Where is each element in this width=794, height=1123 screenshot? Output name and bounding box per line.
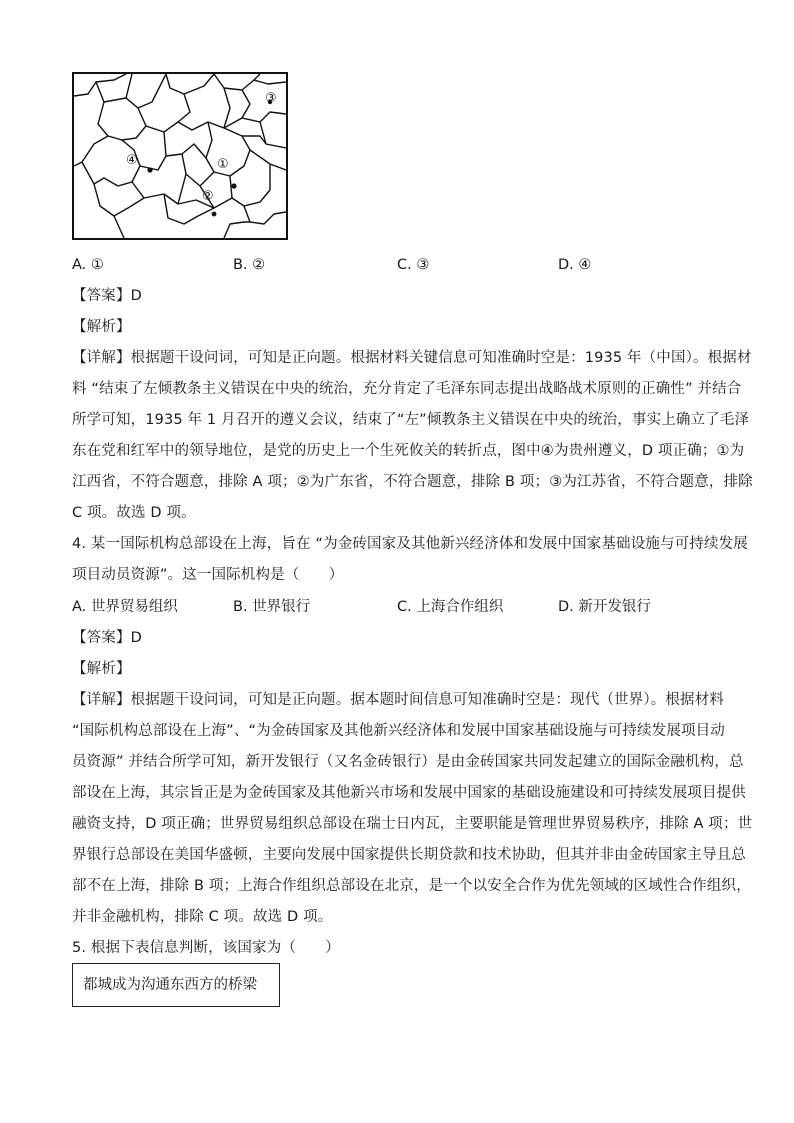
q3-answer: 【答案】D: [72, 288, 142, 304]
q4-detail-line: 界银行总部设在美国华盛顿，主要向发展中国家提供长期贷款和技术协助，但其并非由金砖国家主导且总: [72, 847, 746, 863]
q4-option-b[interactable]: B. 世界银行: [233, 599, 311, 615]
q4-stem-line: 项目动员资源”。这一国际机构是（ ）: [72, 567, 344, 583]
q4-stem-line: 4. 某一国际机构总部设在上海，旨在 “为金砖国家及其他新兴经济体和发展中国家基础设施与可持续发展: [72, 536, 748, 552]
q4-option-c[interactable]: C. 上海合作组织: [397, 599, 504, 615]
q4-analysis-label: 【解析】: [72, 661, 131, 677]
q3-detail-line: 东在党和红军中的领导地位，是党的历史上一个生死攸关的转折点，图中④为贵州遵义，D 项正确；①为: [72, 443, 745, 459]
province-outline-map: [74, 74, 286, 238]
q5-stem: 5. 根据下表信息判断，该国家为（ ）: [72, 940, 340, 956]
q3-option-c[interactable]: C. ③: [397, 257, 430, 273]
q4-detail-line: 并非金融机构，排除 C 项。故选 D 项。: [72, 909, 333, 925]
q3-analysis-label: 【解析】: [72, 319, 131, 335]
q5-info-table-cell: 都城成为沟通东西方的桥梁: [72, 963, 280, 1007]
map-label-3: ③: [265, 91, 277, 106]
q4-option-d[interactable]: D. 新开发银行: [558, 599, 651, 615]
map-label-1: ①: [217, 157, 229, 172]
q3-detail-line: C 项。故选 D 项。: [72, 505, 196, 521]
map-dot: [212, 212, 217, 217]
map-dot: [147, 167, 152, 172]
q4-detail-line: “国际机构总部设在上海”、“为金砖国家及其他新兴经济体和发展中国家基础设施与可持续发展项目动: [72, 723, 725, 739]
map-label-2: ②: [202, 189, 214, 204]
q4-detail-line: 【详解】根据题干设问词，可知是正向题。据本题时间信息可知准确时空是：现代（世界）。根据材料: [72, 692, 724, 708]
map-dot: [231, 183, 236, 188]
q4-answer: 【答案】D: [72, 630, 142, 646]
q3-option-d[interactable]: D. ④: [558, 257, 592, 273]
q4-option-a[interactable]: A. 世界贸易组织: [72, 599, 178, 615]
q3-detail-line: 江西省，不符合题意，排除 A 项；②为广东省，不符合题意，排除 B 项；③为江苏省，不符合题意，排除: [72, 474, 753, 490]
q3-option-a[interactable]: A. ①: [72, 257, 104, 273]
q4-detail-line: 部设在上海，其宗旨正是为金砖国家及其他新兴市场和发展中国家的基础设施建设和可持续发展项目提供: [72, 785, 746, 801]
china-map-figure: [72, 72, 288, 240]
q4-detail-line: 融资支持，D 项正确；世界贸易组织总部设在瑞士日内瓦，主要职能是管理世界贸易秩序，排除 A 项；世: [72, 816, 753, 832]
q4-detail-line: 部不在上海，排除 B 项；上海合作组织总部设在北京，是一个以安全合作为优先领域的区域性合作组织，: [72, 878, 751, 894]
q4-detail-line: 员资源” 并结合所学可知，新开发银行（又名金砖银行）是由金砖国家共同发起建立的国际金融机构，总: [72, 754, 744, 770]
q3-detail-line: 料 “结束了左倾教条主义错误在中央的统治，充分肯定了毛泽东同志提出战略战术原则的正确性” 并结合: [72, 381, 742, 397]
q3-detail-line: 所学可知，1935 年 1 月召开的遵义会议，结束了“左”倾教条主义错误在中央的统治，事实上确立了毛泽: [72, 412, 750, 428]
map-label-4: ④: [126, 153, 138, 168]
q3-option-b[interactable]: B. ②: [233, 257, 266, 273]
q3-detail-line: 【详解】根据题干设问词，可知是正向题。根据材料关键信息可知准确时空是：1935 年（中国）。根据材: [72, 350, 752, 366]
